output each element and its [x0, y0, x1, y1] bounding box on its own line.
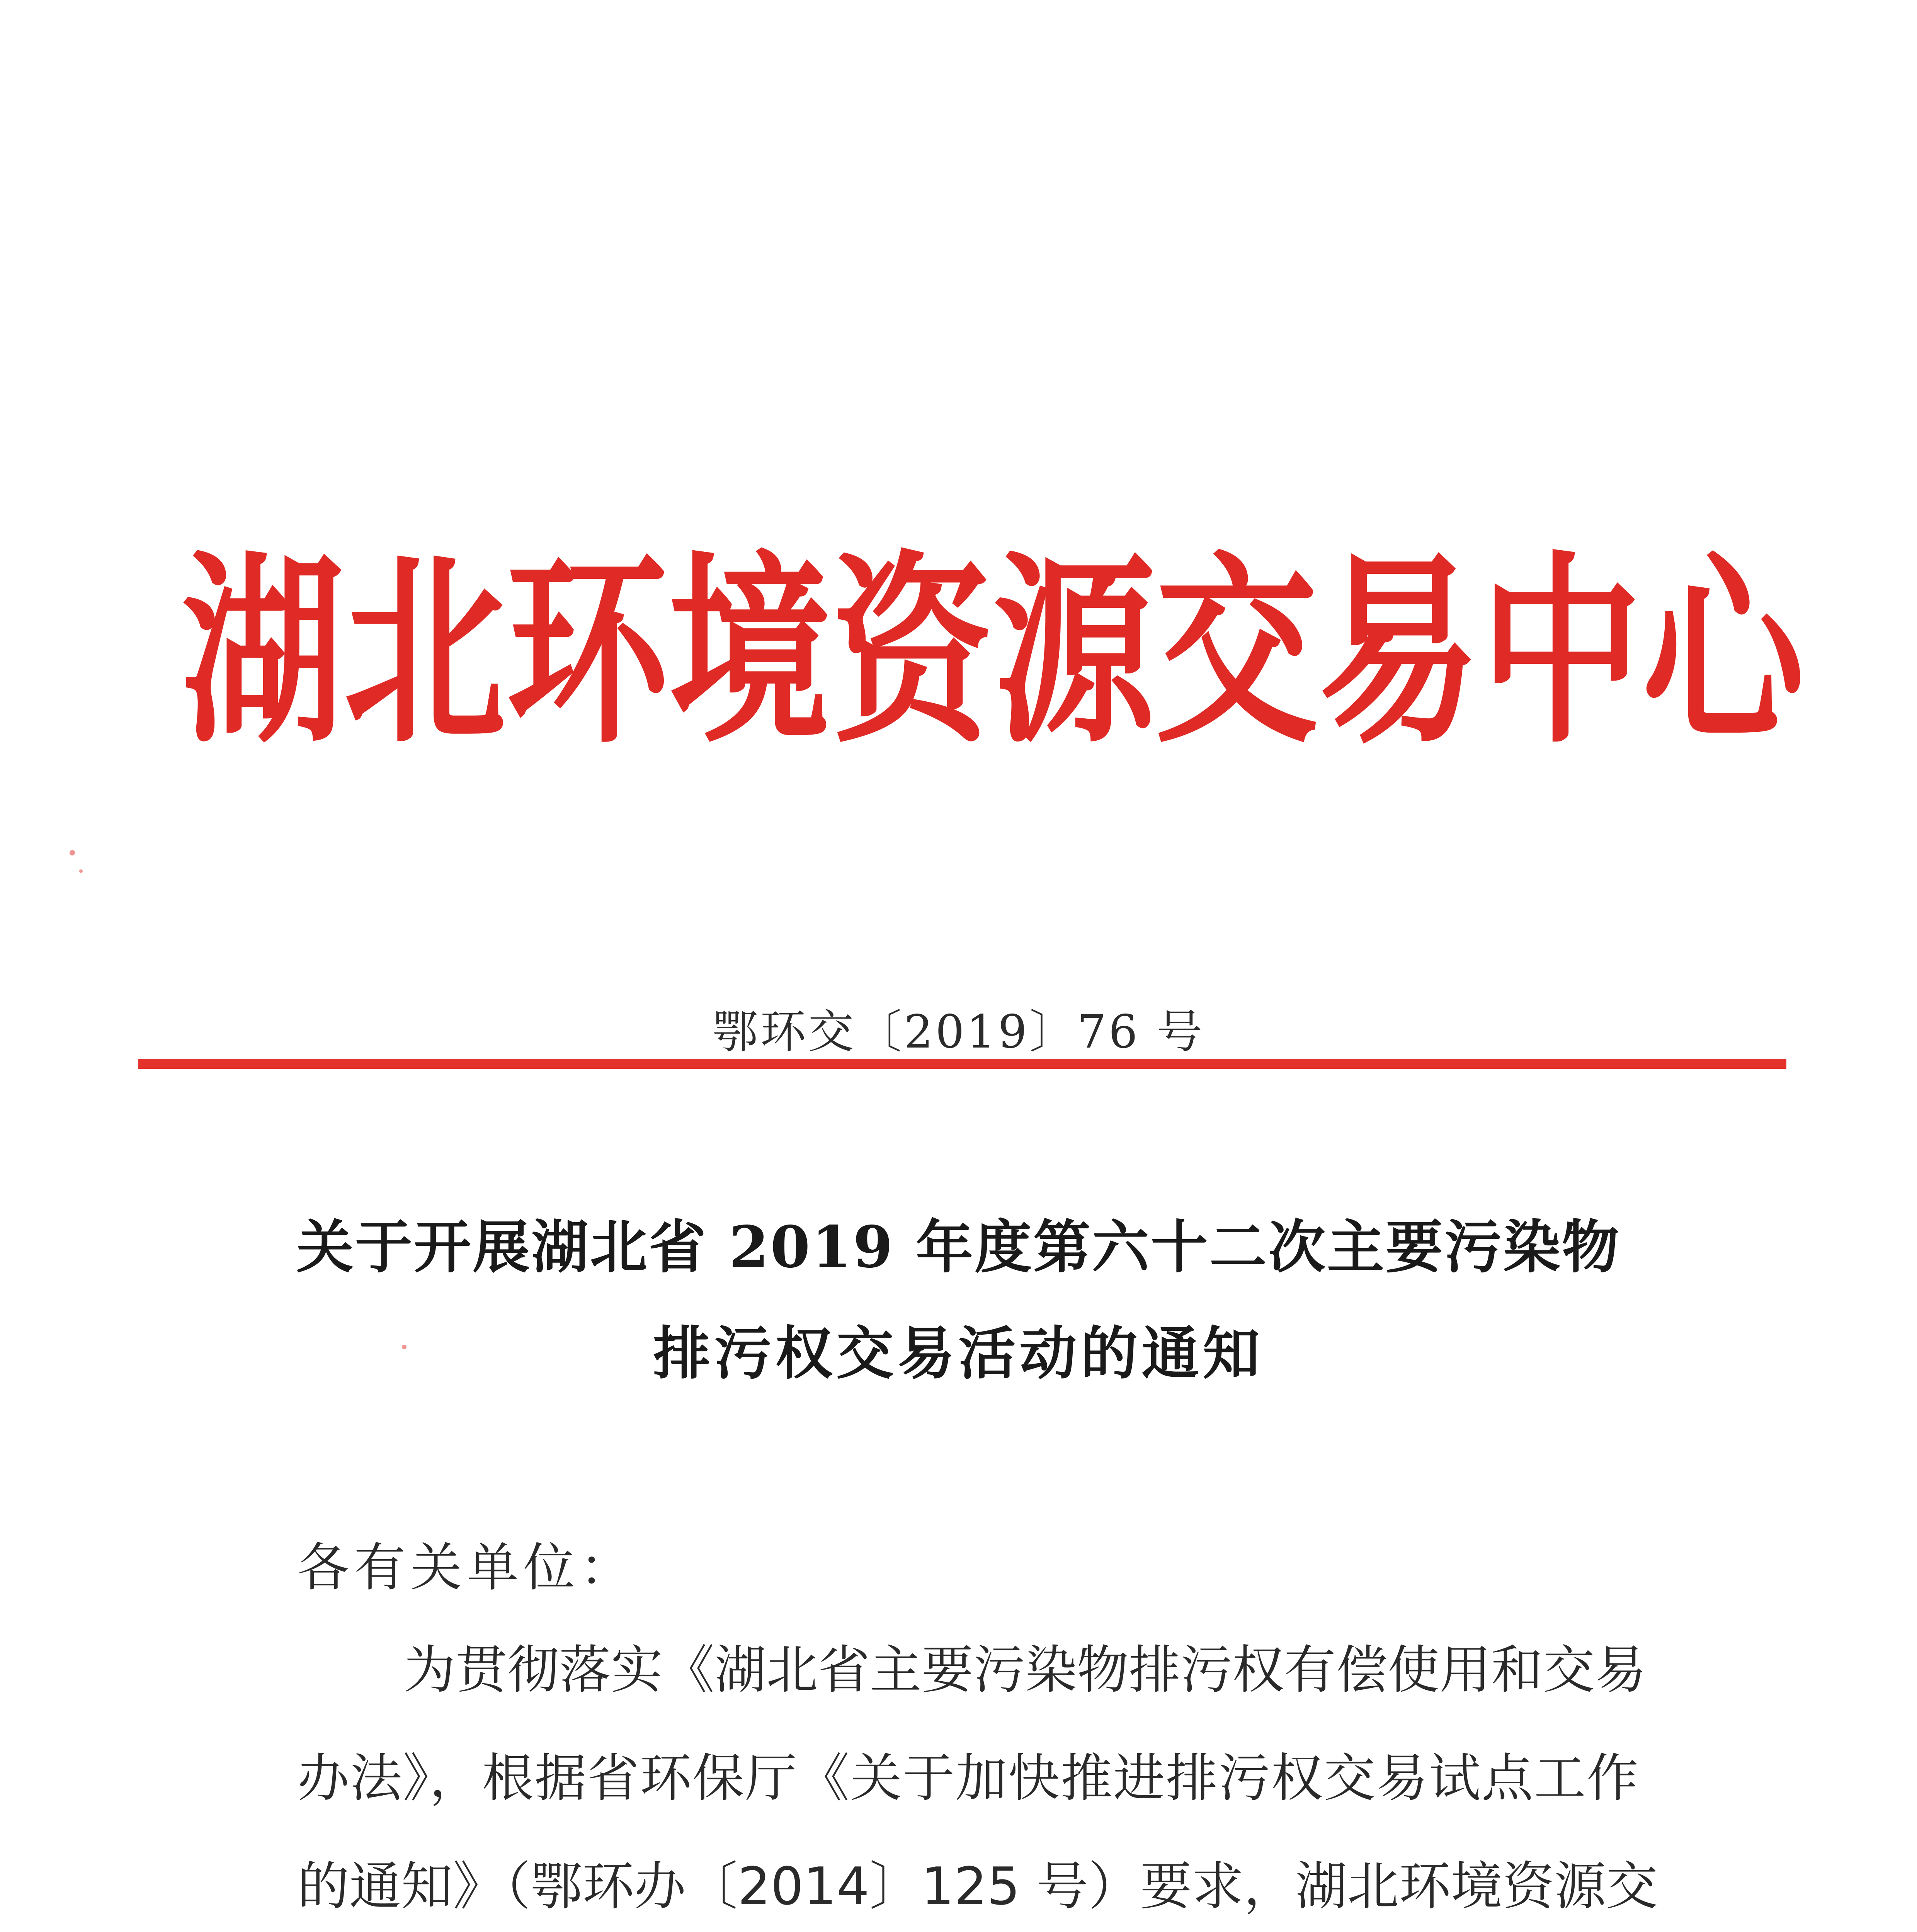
document-number: 鄂环交〔2019〕76 号	[712, 1005, 1205, 1058]
scan-speck	[402, 1345, 407, 1349]
header-divider	[138, 1059, 1786, 1069]
org-name-char: 境	[668, 534, 831, 771]
notice-title-line-1: 关于开展湖北省 2019 年度第六十二次主要污染物	[296, 1213, 1621, 1281]
salutation: 各有关单位：	[298, 1537, 636, 1598]
paragraph-1-line: 为贯彻落实《湖北省主要污染物排污权有偿使用和交易	[404, 1640, 1647, 1700]
org-name-char: 湖	[182, 534, 344, 771]
org-name-char: 环	[506, 534, 668, 771]
scan-speck	[70, 850, 75, 855]
org-name-char: 北	[344, 534, 506, 771]
scan-speck	[79, 869, 83, 873]
org-name-char: 中	[1480, 534, 1642, 771]
paragraph-1-line: 的通知》（鄂环办〔2014〕125 号）要求，湖北环境资源交	[298, 1856, 1658, 1917]
org-name-char: 交	[1155, 534, 1318, 771]
org-name-char: 源	[993, 534, 1155, 771]
notice-title-line-2: 排污权交易活动的通知	[653, 1320, 1264, 1387]
org-name-char: 易	[1318, 534, 1480, 771]
org-name-char: 心	[1642, 534, 1805, 771]
org-name-char: 资	[831, 534, 993, 771]
paragraph-1-line: 办法》，根据省环保厅《关于加快推进排污权交易试点工作	[298, 1748, 1638, 1808]
organization-header	[182, 484, 1805, 822]
